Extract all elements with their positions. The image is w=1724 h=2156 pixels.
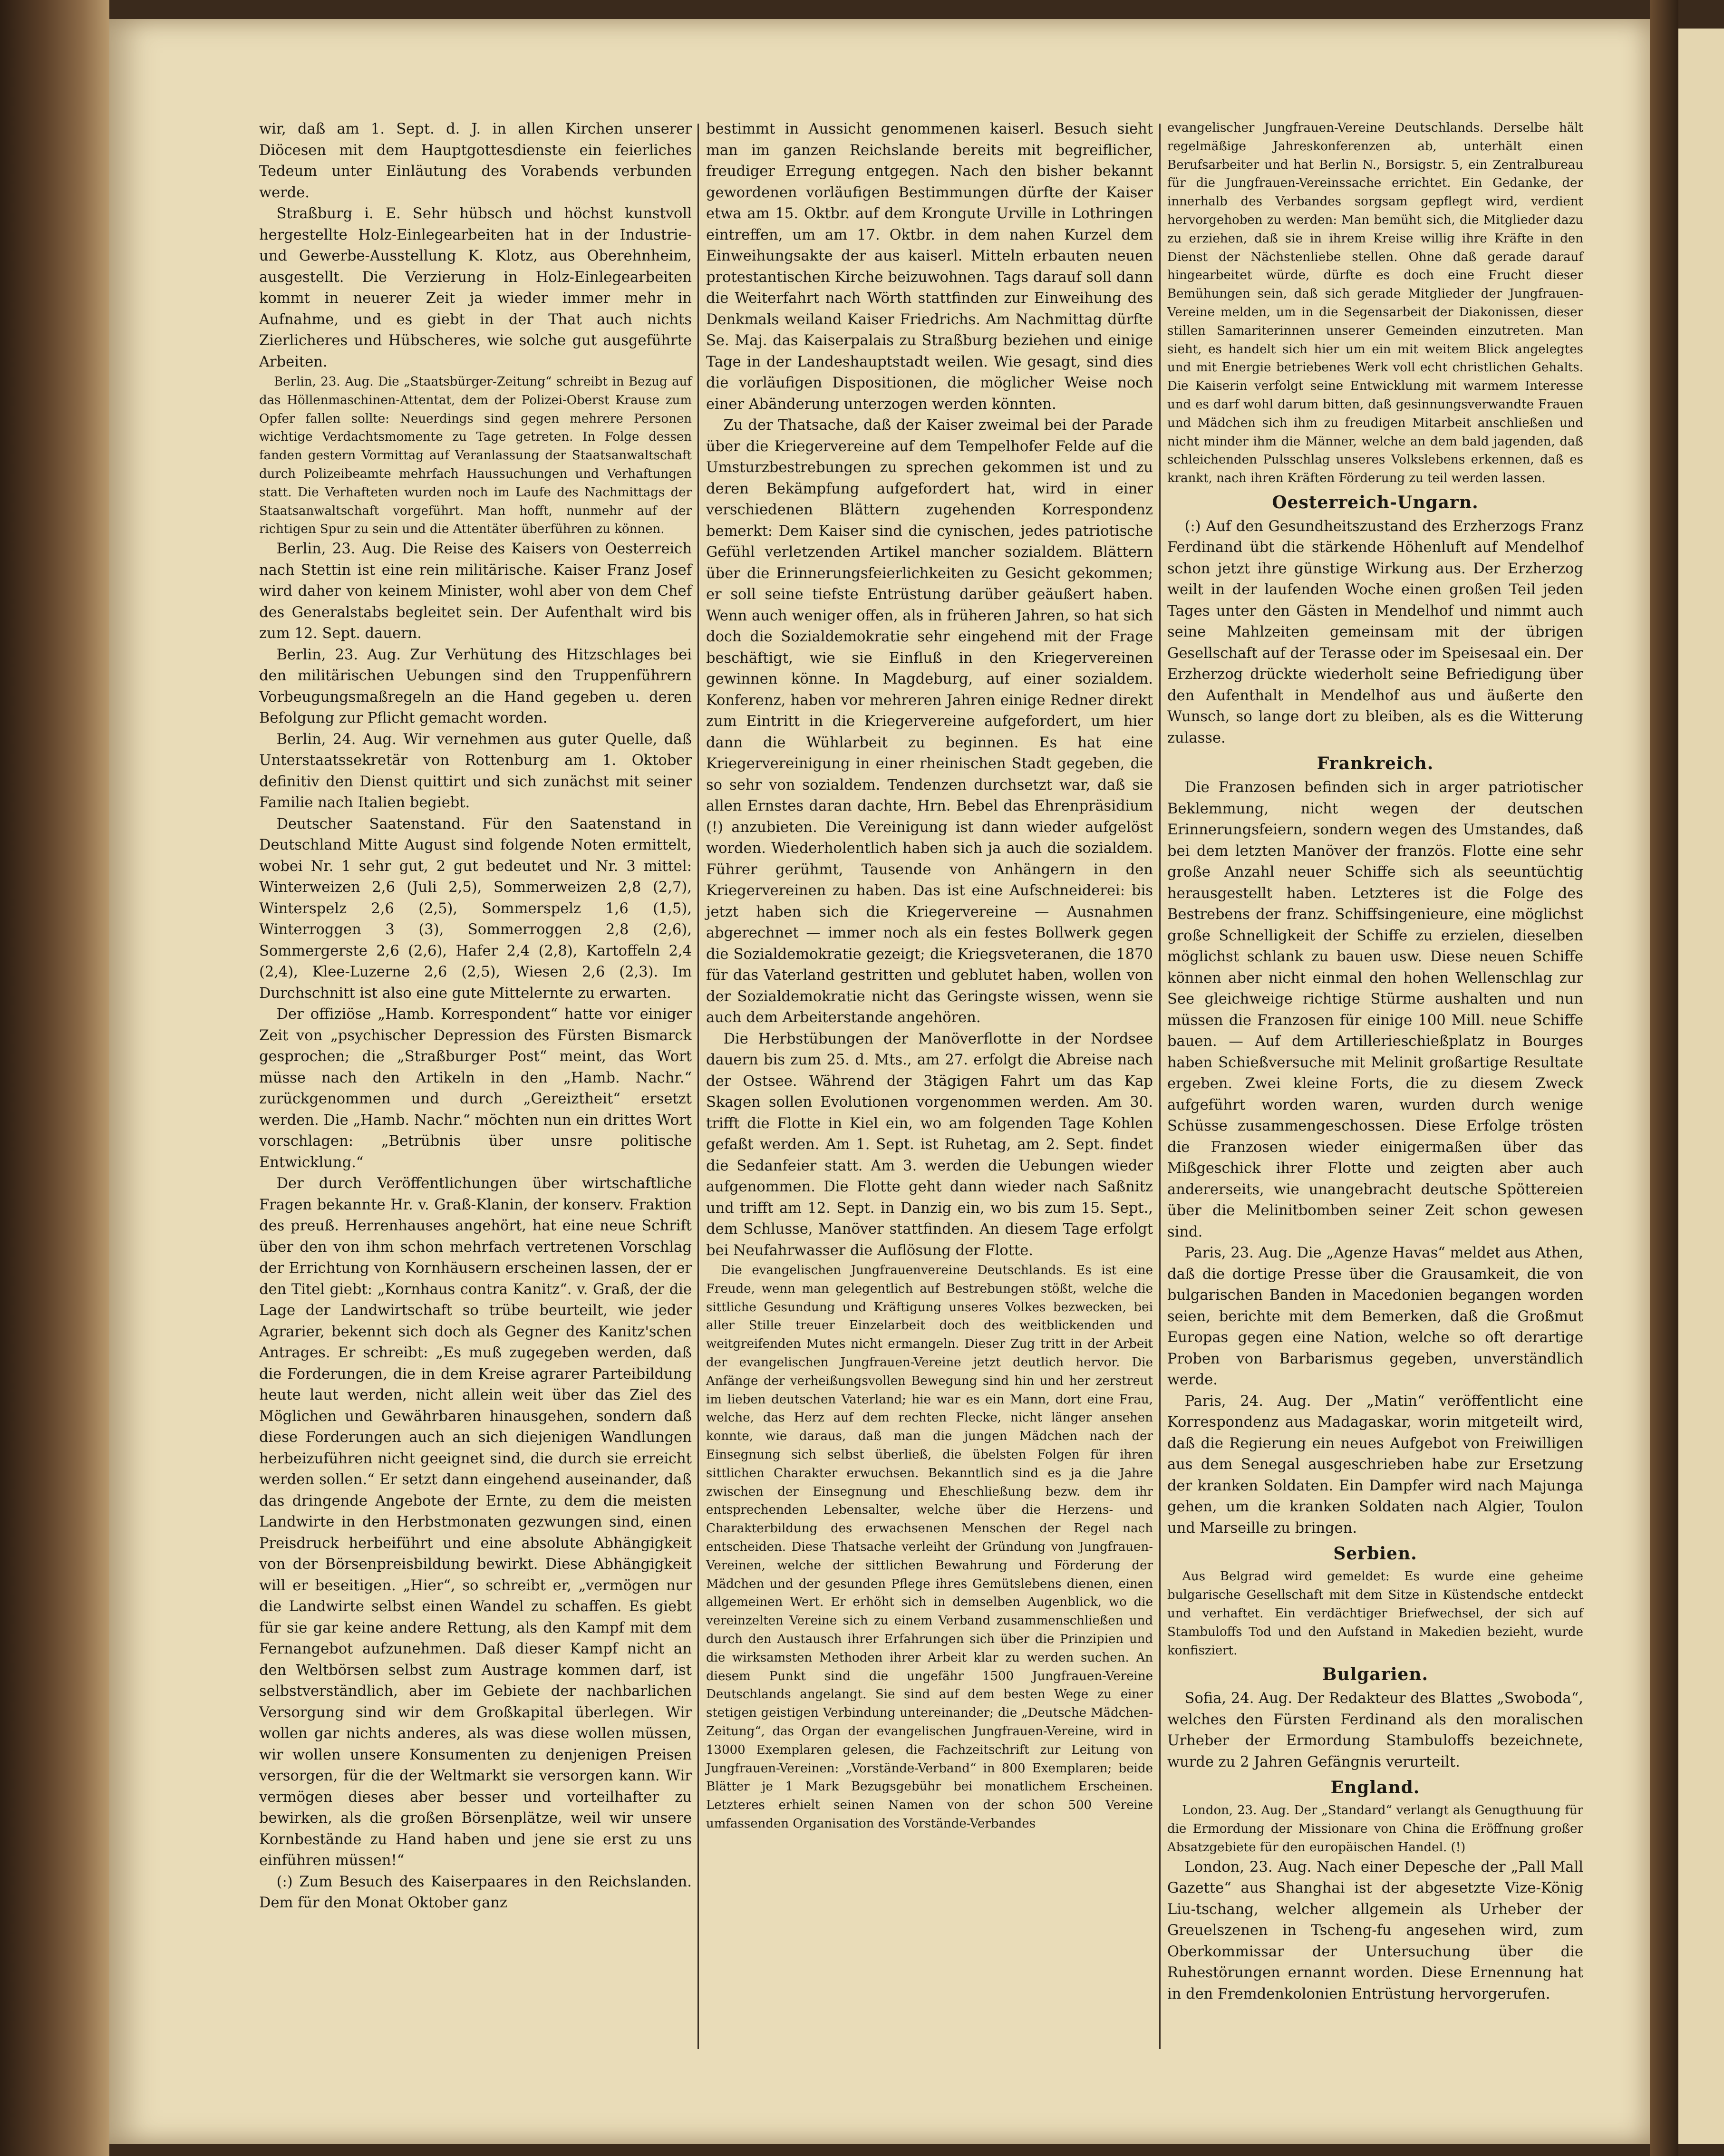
paragraph: London, 23. Aug. Nach einer Depesche der „Pall Mall Gazette“ aus Shanghai ist der abgesetzte Vize-König Liu-tschang, welcher allgemein als Urheber der Greuelszenen in Tscheng-fu angesehen wird, zum Oberkommissar der Untersuchung über die Ruhestörungen ernannt worden. Diese Ernennung hat in den Fremdenkolonien Entrüstung hervorgerufen.	[1167, 1858, 1583, 2002]
paragraph: Paris, 24. Aug. Der „Matin“ veröffentlicht eine Korrespondenz aus Madagaskar, worin mitgeteilt wird, daß die Regierung ein neues Aufgebot von Freiwilligen aus dem Senegal ausgeschrieben habe zur Ersetzung der kranken Soldaten. Ein Dampfer wird nach Majunga gehen, um die kranken Soldaten nach Algier, Toulon und Marseille zu bringen.	[1167, 1392, 1583, 1537]
paragraph: Die Franzosen befinden sich in arger patriotischer Beklemmung, nicht wegen der deutschen Erinnerungsfeiern, sondern wegen des Umstandes, daß bei dem letzten Manöver der französ. Flotte eine sehr große Anzahl neuer Schiffe sich als seeuntüchtig herausgestellt haben. Letzteres ist die Folge des Bestrebens der franz. Schiffsingenieure, eine möglichst große Schnelligkeit der Schiffe zu erzielen, dieselben möglichst schlank zu bauen usw. Diese neuen Schiffe können aber nicht einmal den hohen Wellenschlag zur See gleichweige richtige Stürme aushalten und nun müssen die Franzosen für einige 100 Mill. neue Schiffe bauen. — Auf dem Artillerieschießplatz in Bourges haben Schießversuche mit Melinit großartige Resultate ergeben. Zwei kleine Forts, die zu diesem Zweck aufgeführt worden waren, wurden durch wenige Schüsse zusammengeschossen. Diese Erfolge trösten die Franzosen wieder einigermaßen über das Mißgeschick ihrer Flotte und zeigten aber auch andererseits, wie unangebracht deutsche Spöttereien über die Melinitbomben seiner Zeit schon gewesen sind.	[1167, 779, 1583, 1240]
paragraph: Paris, 23. Aug. Die „Agenze Havas“ meldet aus Athen, daß die dortige Presse über die Grausamkeit, die von bulgarischen Banden in Macedonien begangen worden seien, berichte mit dem Bemerken, daß die Großmut Europas gegen eine Nation, welche so oft derartige Proben von Barbarismus gegeben, unverständlich werde.	[1167, 1245, 1583, 1389]
paragraph: Straßburg i. E. Sehr hübsch und höchst kunstvoll hergestellte Holz-Einlegearbeiten hat in der Industrie- und Gewerbe-Ausstellung K. Klotz, aus Oberehnheim, ausgestellt. Die Verzierung in Holz-Einlegearbeiten kommt in neuerer Zeit ja wieder immer mehr in Aufnahme, und es giebt in der That auch nichts Zierlicheres und Hübscheres, wie solche gut ausgeführte Arbeiten.	[259, 205, 692, 370]
book-spine-left	[0, 0, 109, 2156]
paragraph: wir, daß am 1. Sept. d. J. in allen Kirchen unserer Diöcesen mit dem Hauptgottesdienste ein feierliches Tedeum unter Einläutung des Vorabends verbunden werde.	[259, 121, 692, 201]
paragraph: Aus Belgrad wird gemeldet: Es wurde eine geheime bulgarische Gesellschaft mit dem Sitze in Küstendsche entdeckt und verhaftet. Ein verdächtiger Briefwechsel, der sich auf Stambuloffs Tod und den Aufstand in Makedien bezieht, wurde konfisziert.	[1167, 1569, 1583, 1658]
column-rule	[1159, 124, 1161, 2049]
paragraph: Berlin, 23. Aug. Zur Verhütung des Hitzschlages bei den militärischen Uebungen sind den Truppenführern Vorbeugungsmaßregeln an die Hand gegeben u. deren Befolgung zur Pflicht gemacht worden.	[259, 646, 692, 727]
book-gutter	[1650, 0, 1678, 2156]
paragraph: Der durch Veröffentlichungen über wirtschaftliche Fragen bekannte Hr. v. Graß-Klanin, der konserv. Fraktion des preuß. Herrenhauses angehört, hat eine neue Schrift über den von ihm schon mehrfach vertretenen Vorschlag der Errichtung von Kornhäusern erscheinen lassen, der er den Titel giebt: „Kornhaus contra Kanitz“. v. Graß, der die Lage der Landwirtschaft so trübe beurteilt, wie jeder Agrarier, bekennt sich doch als Gegner des Kanitz'schen Antrages. Er schreibt: „Es muß zugegeben werden, daß die Forderungen, die in dem Kreise agrarer Parteibildung heute laut werden, nicht allein weit über das Ziel des Möglichen und Gewährbaren hinausgehen, sondern daß diese Forderungen auch an sich diejenigen Wandlungen herbeizuführen nicht geeignet sind, die durch sie erreicht werden sollen.“ Er setzt dann eingehend auseinander, daß das dringende Angebote der Ernte, zu dem die meisten Landwirte in den Herbstmonaten gezwungen sind, einen Preisdruck herbeiführt und eine absolute Abhängigkeit von der Börsenpreisbildung bewirkt. Diese Abhängigkeit will er beseitigen. „Hier“, so schreibt er, „vermögen nur die Landwirte selbst einen Wandel zu schaffen. Es giebt für sie gar keine andere Rettung, als den Kampf mit dem Fernangebot aufzunehmen. Daß dieser Kampf nicht an den Weltbörsen selbst zum Austrage kommen darf, ist selbstverständlich, aber im Gebiete der nachbarlichen Versorgung sind wir dem Großkapital überlegen. Wir wollen gar nichts anderes, als was diese wollen müssen, wir wollen unsere Konsumenten zu denjenigen Preisen versorgen, für die der Weltmarkt sie versorgen kann. Wir vermögen dieses aber besser und vorteilhafter zu bewirken, als die großen Börsenplätze, weil wir unsere Kornbestände zu Hand haben und jene sie erst zu uns einführen müssen!“	[259, 1175, 692, 1869]
column-rule	[697, 124, 699, 2049]
text-column-1	[259, 119, 692, 1914]
section-heading: England.	[1330, 1778, 1420, 1798]
section-heading: Oesterreich-Ungarn.	[1272, 492, 1479, 512]
paragraph: Der offiziöse „Hamb. Korrespondent“ hatte vor einiger Zeit von „psychischer Depression des Fürsten Bismarck gesprochen; die „Straßburger Post“ meint, das Wort müsse nach den Artikeln in den „Hamb. Nachr.“ zurückgenommen und durch „Gereiztheit“ ersetzt werden. Die „Hamb. Nachr.“ möchten nun ein drittes Wort vorschlagen: „Betrübnis über unsre politische Entwicklung.“	[259, 1006, 692, 1171]
paragraph: Berlin, 24. Aug. Wir vernehmen aus guter Quelle, daß Unterstaatssekretär von Rottenburg am 1. Oktober definitiv den Dienst quittirt und sich zunächst mit seiner Familie nach Italien begiebt.	[259, 731, 692, 812]
paragraph: Berlin, 23. Aug. Die Reise des Kaisers von Oesterreich nach Stettin ist eine rein militärische. Kaiser Franz Josef wird daher von keinem Minister, wohl aber von dem Chef des Generalstabs begleitet sein. Der Aufenthalt wird bis zum 12. Sept. dauern.	[259, 541, 692, 642]
paragraph: Berlin, 23. Aug. Die „Staatsbürger-Zeitung“ schreibt in Bezug auf das Höllenmaschinen-Attentat, dem der Polizei-Oberst Krause zum Opfer fallen sollte: Neuerdings sind gegen mehrere Personen wichtige Verdachtsmomente zu Tage getreten. In Folge dessen fanden gestern Vormittag auf Veranlassung der Staatsanwaltschaft durch Polizeibeamte mehrfach Haussuchungen und Verhaftungen statt. Die Verhafteten wurden noch im Laufe des Nachmittags der Staatsanwaltschaft vorgeführt. Man hofft, nunmehr auf der richtigen Spur zu sein und die Attentäter überführen zu können.	[259, 375, 692, 537]
paragraph: (:) Auf den Gesundheitszustand des Erzherzogs Franz Ferdinand übt die stärkende Höhenluft auf Mendelhof schon jetzt ihre günstige Wirkung aus. Der Erzherzog weilt in der laufenden Woche einen großen Teil jeden Tages unter den Gästen in Mendelhof und nimmt auch seine Mahlzeiten gemeinsam mit der übrigen Gesellschaft auf der Terasse oder im Speisesaal ein. Der Erzherzog drückte wiederholt seine Befriedigung über den Aufenthalt in Mendelhof aus und äußerte den Wunsch, so lange dort zu bleiben, als es die Witterung zulasse.	[1167, 518, 1583, 746]
text-column-3	[1167, 119, 1583, 2005]
section-heading: Bulgarien.	[1322, 1664, 1429, 1685]
paragraph: Die Herbstübungen der Manöverflotte in der Nordsee dauern bis zum 25. d. Mts., am 27. erfolgt die Abreise nach der Ostsee. Während der 3tägigen Fahrt um das Kap Skagen sollen Evolutionen vorgenommen werden. Am 30. trifft die Flotte in Kiel ein, wo am folgenden Tage Kohlen gefaßt werden. Am 1. Sept. ist Ruhetag, am 2. Sept. findet die Sedanfeier statt. Am 3. werden die Uebungen wieder aufgenommen. Die Flotte geht dann wieder nach Saßnitz und trifft am 12. Sept. in Danzig ein, wo bis zum 15. Sept., dem Schlusse, Manöver stattfinden. An diesem Tage erfolgt bei Neufahrwasser die Auflösung der Flotte.	[706, 1030, 1153, 1259]
paragraph: Sofia, 24. Aug. Der Redakteur des Blattes „Swoboda“, welches den Fürsten Ferdinand als den moralischen Urheber der Ermordung Stambuloffs bezeichnete, wurde zu 2 Jahren Gefängnis verurteilt.	[1167, 1690, 1583, 1770]
paragraph: Zu der Thatsache, daß der Kaiser zweimal bei der Parade über die Kriegervereine auf dem Tempelhofer Felde auf die Umsturzbestrebungen zu sprechen gekommen ist und zu deren Bekämpfung aufgefordert hat, wird in einer verschiedenen Blättern zugehenden Korrespondenz bemerkt: Dem Kaiser sind die cynischen, jedes patriotische Gefühl verletzenden Artikel mancher sozialdem. Blättern über die Erinnerungsfeierlichkeiten zu Gesicht gekommen; er soll seine tiefste Entrüstung darüber geäußert haben. Wenn auch weniger offen, als in früheren Jahren, so hat sich doch die Sozialdemokratie sehr eingehend mit der Frage beschäftigt, wie sie Einfluß in den Kriegervereinen gewinnen könne. In Magdeburg, auf einer sozialdem. Konferenz, haben vor mehreren Jahren einige Redner direkt zum Eintritt in die Kriegervereine aufgefordert, um hier dann die Wühlarbeit zu beginnen. Es hat eine Kriegervereinigung in einer rheinischen Stadt gegeben, die so sehr von sozialdem. Tendenzen durchsetzt war, daß sie allen Ernstes daran dachte, Hrn. Bebel das Ehrenpräsidium (!) anzubieten. Die Vereinigung ist dann wieder aufgelöst worden. Wiederholentlich haben sich ja auch die sozialdem. Führer gerühmt, Tausende von Anhängern in den Kriegervereinen zu haben. Das ist eine Aufschneiderei: bis jetzt haben sich die Kriegervereine — Ausnahmen abgerechnet — immer noch als ein festes Bollwerk gegen die Sozialdemokratie gezeigt; die Kriegsveteranen, die 1870 für das Vaterland gestritten und geblutet haben, wollen von der Sozialdemokratie nicht das Geringste wissen, wenn sie auch dem Arbeiterstande angehören.	[706, 417, 1153, 1026]
paragraph: Die evangelischen Jungfrauenvereine Deutschlands. Es ist eine Freude, wenn man gelegentlich auf Bestrebungen stößt, welche die sittliche Gesundung und Kräftigung unseres Volkes bezwecken, bei aller Stille treuer Einzelarbeit doch des weitblickenden und weitgreifenden Mutes nicht ermangeln. Dieser Zug tritt in der Arbeit der evangelischen Jungfrauen-Vereine jetzt deutlich hervor. Die Anfänge der verheißungsvollen Bewegung sind hin und her zerstreut im lieben deutschen Vaterland; hie war es ein Mann, dort eine Frau, welche, das Herz auf dem rechten Flecke, nicht länger ansehen konnte, wie daraus, daß man die jungen Mädchen nach der Einsegnung sich selbst überließ, die übelsten Folgen für ihren sittlichen Charakter erwuchsen. Bekanntlich sind es ja die Jahre zwischen der Einsegnung und Eheschließung bezw. dem ihr entsprechenden Lebensalter, welche über die Herzens- und Charakterbildung des erwachsenen Menschen der Regel nach entscheiden. Diese Thatsache verleiht der Gründung von Jungfrauen-Vereinen, welche der sittlichen Bewahrung und Förderung der Mädchen und der gesunden Pflege ihres Gemütslebens dienen, einen allgemeinen Wert. Er erhöht sich in demselben Augenblick, wo die vereinzelten Vereine sich zu einem Verband zusammenschließen und durch den Austausch ihrer Erfahrungen sich über die Prinzipien und die wirksamsten Methoden ihrer Arbeit klar zu werden suchen. An diesem Punkt sind die ungefähr 1500 Jungfrauen-Vereine Deutschlands angelangt. Sie sind auf dem besten Wege zu einer stetigen geistigen Verbindung untereinander; die „Deutsche Mädchen-Zeitung“, das Organ der evangelischen Jungfrauen-Vereine, wird in 13000 Exemplaren gelesen, die Fachzeitschrift zur Leitung von Jungfrauen-Vereinen: „Vorstände-Verband“ in 800 Exemplaren; beide Blätter je 1 Mark Bezugsgebühr bei monatlichem Erscheinen. Letzteres erhielt seinen Namen von der schon 500 Vereine umfassenden Organisation des Vorstände-Verbandes	[706, 1263, 1153, 1831]
paragraph: evangelischer Jungfrauen-Vereine Deutschlands. Derselbe hält regelmäßige Jahreskonferenzen ab, unterhält einen Berufsarbeiter und hat Berlin N., Borsigstr. 5, ein Zentralbureau für die Jungfrauen-Vereinssache errichtet. Ein Gedanke, der innerhalb des Verbandes sorgsam gepflegt wird, verdient hervorgehoben zu werden: Man bemüht sich, die Mitglieder dazu zu erziehen, daß sie in ihrem Kreise willig ihre Kräfte in den Dienst der Nächstenliebe stellen. Ohne daß gerade darauf hingearbeitet würde, dürfte es doch eine Frucht dieser Bemühungen sein, daß sich gerade Mitglieder der Jungfrauen-Vereine melden, um in die Segensarbeit der Diakonissen, dieser stillen Samariterinnen unserer Gemeinden einzutreten. Man sieht, es handelt sich hier um ein mit weitem Blick angelegtes und mit Energie betriebenes Werk voll echt christlichen Gehalts. Die Kaiserin verfolgt seine Entwicklung mit warmem Interesse und es darf wohl darum bitten, daß gesinnungsverwandte Frauen und Mädchen sich ihm zu freudigen Mitarbeit anschließen und nicht minder ihm die Männer, welche an dem bald jagenden, daß schleichenden Pulsschlag unseres Volkslebens erkennen, daß es krankt, nach ihren Kräften Förderung zu teil werden lassen.	[1167, 121, 1583, 486]
text-column-2	[706, 119, 1153, 1833]
paragraph: bestimmt in Aussicht genommenen kaiserl. Besuch sieht man im ganzen Reichslande bereits mit begreiflicher, freudiger Erregung entgegen. Nach den bisher bekannt gewordenen vorläufigen Bestimmungen dürfte der Kaiser etwa am 15. Oktbr. auf dem Krongute Urville in Lothringen eintreffen, um am 17. Oktbr. in dem nahen Kurzel dem Einweihungsakte der aus kaiserl. Mitteln erbauten neuen protestantischen Kirche beizuwohnen. Tags darauf soll dann die Weiterfahrt nach Wörth stattfinden zur Einweihung des Denkmals weiland Kaiser Friedrichs. Am Nachmittag dürfte Se. Maj. das Kaiserpalais zu Straßburg beziehen und einige Tage in der Landeshauptstadt weilen. Wie gesagt, sind dies die vorläufigen Dispositionen, die möglicher Weise noch einer Abänderung unterzogen werden könnten.	[706, 121, 1153, 413]
section-heading: Frankreich.	[1317, 754, 1434, 774]
section-heading: Serbien.	[1333, 1544, 1417, 1564]
paragraph: London, 23. Aug. Der „Standard“ verlangt als Genugthuung für die Ermordung der Missionare von China die Eröffnung großer Absatzgebiete für den europäischen Handel. (!)	[1167, 1803, 1583, 1855]
paragraph: (:) Zum Besuch des Kaiserpaares in den Reichslanden. Dem für den Monat Oktober ganz	[259, 1873, 692, 1912]
paragraph: Deutscher Saatenstand. Für den Saatenstand in Deutschland Mitte August sind folgende Noten ermittelt, wobei Nr. 1 sehr gut, 2 gut bedeutet und Nr. 3 mittel: Winterweizen 2,6 (Juli 2,5), Sommerweizen 2,8 (2,7), Winterspelz 2,6 (2,5), Sommerspelz 1,6 (1,5), Winterroggen 3 (3), Sommerroggen 2,8 (2,6), Sommergerste 2,6 (2,6), Hafer 2,4 (2,8), Kartoffeln 2,4 (2,4), Klee-Luzerne 2,6 (2,5), Wiesen 2,6 (2,3). Im Durchschnitt ist also eine gute Mittelernte zu erwarten.	[259, 815, 692, 1002]
adjacent-page-edge	[1678, 29, 1724, 2144]
